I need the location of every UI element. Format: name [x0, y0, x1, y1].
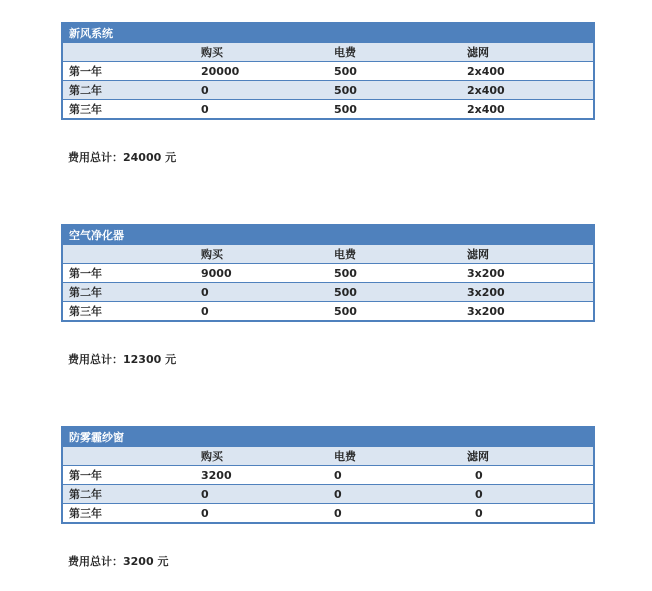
column-header	[62, 245, 195, 264]
column-header-purchase: 购买	[195, 43, 328, 62]
purchase-cell: 0	[195, 81, 328, 100]
cost-table	[61, 224, 595, 322]
column-header-filter: 滤网	[461, 43, 594, 62]
electricity-cell: 500	[328, 100, 461, 120]
filter-cell: 3x200	[461, 283, 594, 302]
column-header-purchase: 购买	[195, 447, 328, 466]
electricity-cell: 500	[328, 302, 461, 322]
table-row	[62, 504, 594, 524]
purchase-cell: 0	[195, 100, 328, 120]
filter-cell: 0	[461, 504, 594, 524]
purchase-cell: 9000	[195, 264, 328, 283]
filter-cell: 0	[461, 466, 594, 485]
column-header-filter: 滤网	[461, 447, 594, 466]
electricity-cell: 500	[328, 264, 461, 283]
table-title: 防雾霾纱窗	[62, 427, 594, 447]
total-cost: 费用总计：12300 元	[68, 353, 177, 366]
table-row	[62, 81, 594, 100]
table-row	[62, 466, 594, 485]
section-screen-window	[61, 426, 593, 524]
purchase-cell: 20000	[195, 62, 328, 81]
table-row	[62, 264, 594, 283]
filter-cell: 3x200	[461, 302, 594, 322]
column-header-purchase: 购买	[195, 245, 328, 264]
section-air-purifier	[61, 224, 593, 322]
table-row	[62, 302, 594, 322]
filter-cell: 2x400	[461, 81, 594, 100]
filter-cell: 2x400	[461, 100, 594, 120]
total-cost: 费用总计：3200 元	[68, 555, 169, 568]
row-label: 第三年	[62, 100, 195, 120]
column-header	[62, 447, 195, 466]
electricity-cell: 0	[328, 504, 461, 524]
electricity-cell: 500	[328, 81, 461, 100]
purchase-cell: 0	[195, 302, 328, 322]
filter-cell: 2x400	[461, 62, 594, 81]
row-label: 第一年	[62, 466, 195, 485]
table-row	[62, 100, 594, 120]
column-header-filter: 滤网	[461, 245, 594, 264]
row-label: 第二年	[62, 81, 195, 100]
table-title: 新风系统	[62, 23, 594, 43]
column-header-electricity: 电费	[328, 43, 461, 62]
column-header-electricity: 电费	[328, 447, 461, 466]
cost-table	[61, 426, 595, 524]
column-header-electricity: 电费	[328, 245, 461, 264]
purchase-cell: 0	[195, 485, 328, 504]
electricity-cell: 500	[328, 62, 461, 81]
electricity-cell: 500	[328, 283, 461, 302]
row-label: 第一年	[62, 264, 195, 283]
filter-cell: 0	[461, 485, 594, 504]
electricity-cell: 0	[328, 466, 461, 485]
row-label: 第二年	[62, 283, 195, 302]
table-row	[62, 62, 594, 81]
purchase-cell: 0	[195, 283, 328, 302]
row-label: 第一年	[62, 62, 195, 81]
row-label: 第三年	[62, 504, 195, 524]
total-cost: 费用总计：24000 元	[68, 151, 177, 164]
section-xinfeng	[61, 22, 593, 120]
cost-table	[61, 22, 595, 120]
purchase-cell: 3200	[195, 466, 328, 485]
purchase-cell: 0	[195, 504, 328, 524]
row-label: 第三年	[62, 302, 195, 322]
filter-cell: 3x200	[461, 264, 594, 283]
table-title: 空气净化器	[62, 225, 594, 245]
electricity-cell: 0	[328, 485, 461, 504]
table-row	[62, 485, 594, 504]
row-label: 第二年	[62, 485, 195, 504]
column-header	[62, 43, 195, 62]
table-row	[62, 283, 594, 302]
